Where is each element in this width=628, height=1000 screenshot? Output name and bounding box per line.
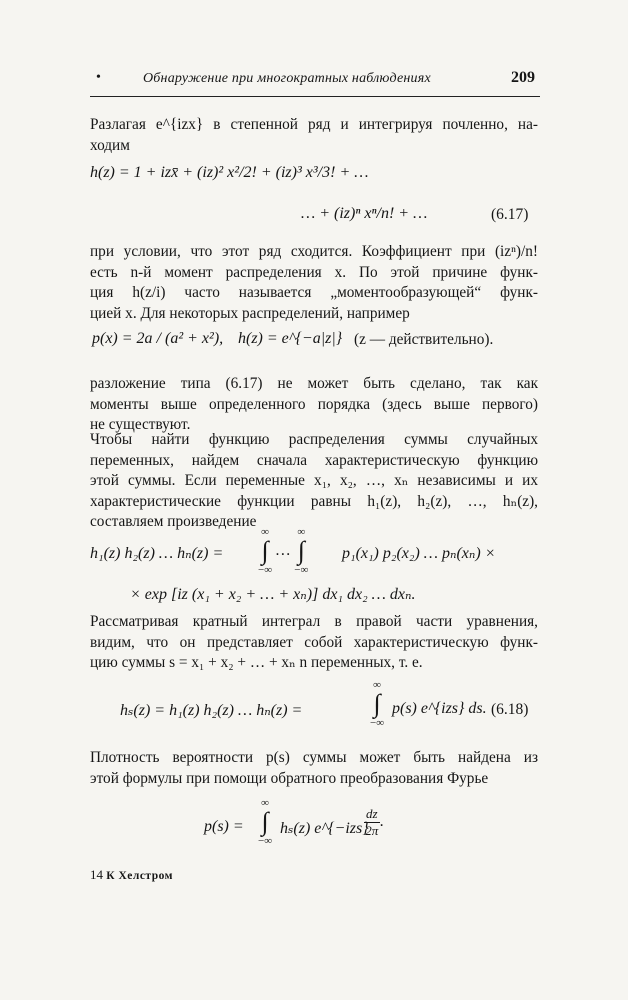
text-line: этой формулы при помощи обратного преобразования Фурье [90, 769, 489, 787]
text-line: Рассматривая кратный интеграл в правой части уравнения, [90, 613, 538, 630]
integral-upper-limit: ∞ [373, 679, 381, 691]
text-line: разложение типа (6.17) не может быть сделано, так как [90, 375, 538, 392]
text-line: моменты выше определенного порядка (здесь выше первого) [90, 395, 538, 413]
equation-note: (z — действительно). [354, 331, 494, 348]
text-line: Разлагая e^{izx} в степенной ряд и интегрируя почленно, на- [90, 116, 538, 133]
equation-617-line1: h(z) = 1 + izx̄ + (iz)² x²/2! + (iz)³ x³/3! + … [90, 164, 369, 181]
text-line: цию суммы s = x₁ + x₂ + … + xₙ n переменных, т. е. [90, 654, 423, 671]
equation-product-left: h₁(z) h₂(z) … hₙ(z) = [90, 545, 224, 562]
text-line: не существуют. [90, 416, 191, 433]
paragraph-6 [90, 748, 538, 789]
running-head-title: Обнаружение при многократных наблюдениях [143, 71, 431, 86]
integral-sign-icon: ∫ [373, 689, 381, 718]
integral-upper-limit: ∞ [261, 526, 269, 538]
signature-author: К Хелстром [106, 870, 173, 882]
footer-signature [90, 867, 173, 883]
text-line: Чтобы найти функцию распределения суммы случайных [90, 431, 538, 448]
text-line: при условии, что этот ряд сходится. Коэффициент при (izⁿ)/n! [90, 243, 538, 260]
integral-upper-limit: ∞ [261, 797, 269, 809]
integral-lower-limit: −∞ [258, 835, 273, 847]
equation-cauchy-density: p(x) = 2a / (a² + x²), [92, 330, 224, 347]
fraction-denominator: 2π [365, 823, 379, 838]
integral-3 [258, 796, 272, 848]
integral-lower-limit: −∞ [370, 717, 385, 729]
equation-product-exp: × exp [iz (x₁ + x₂ + … + xₙ)] dx₁ dx₂ … dxₙ. [130, 586, 416, 603]
text-line: этой суммы. Если переменные x₁, x₂, …, xₙ независимы и их [90, 472, 538, 489]
equation-cauchy-charfunc: h(z) = e^{−a|z|} [238, 330, 343, 347]
text-line: переменных, найдем сначала характеристическую функцию [90, 451, 538, 469]
integral-upper-limit: ∞ [297, 526, 306, 538]
text-line: ходим [90, 136, 130, 154]
header-rule [90, 96, 540, 97]
equation-number-618: (6.18) [491, 701, 529, 718]
equation-617-line2: … + (iz)ⁿ xⁿ/n! + … [301, 205, 428, 222]
page-number: 209 [511, 69, 535, 86]
integral-sign-icon: ∫ [261, 807, 269, 836]
text-line: есть n-й момент распределения x. По этой причине функ- [90, 263, 538, 281]
header-mark: • [96, 70, 101, 85]
equation-inverse-fraction: $\frac{dz}{2\pi}$ . [365, 806, 384, 838]
signature-number: 14 [90, 867, 103, 882]
paragraph-4 [90, 430, 538, 533]
fraction-numerator: dz [366, 806, 378, 821]
integral-sign-icon: ∫ [297, 536, 305, 565]
equation-618-integrand: p(s) e^{izs} ds. [392, 700, 487, 717]
equation-618-left: hₛ(z) = h₁(z) h₂(z) … hₙ(z) = [120, 702, 303, 719]
integral-sign-icon: ∫ [261, 536, 269, 565]
text-line: цией x. Для некоторых распределений, например [90, 304, 410, 322]
text-line: составляем произведение [90, 513, 257, 530]
integral-1: ∞ ∫ −∞ … ∞ ∫ −∞ [258, 526, 309, 576]
equation-number-617: (6.17) [491, 206, 529, 223]
equation-inverse-left: p(s) = [204, 818, 244, 835]
paragraph-2 [90, 242, 538, 324]
paragraph-3 [90, 374, 538, 436]
integral-lower-limit: −∞ [294, 564, 309, 576]
integral-2 [370, 678, 384, 730]
paragraph-5 [90, 612, 538, 674]
text-line: ция h(z/i) часто называется „моментообразующей“ функ- [90, 284, 538, 301]
text-line: видим, что он представляет собой характеристическую функ- [90, 633, 538, 651]
integral-lower-limit: −∞ [258, 564, 273, 576]
text-line: Плотность вероятности p(s) суммы может быть найдена из [90, 749, 538, 766]
paragraph-1 [90, 115, 538, 156]
equation-product-integrand: p₁(x₁) p₂(x₂) … pₙ(xₙ) × [342, 545, 496, 562]
equation-inverse-integrand: hₛ(z) e^{−izs} [280, 820, 369, 837]
text-line: характеристические функции равны h₁(z), h₂(z), …, hₙ(z), [90, 492, 538, 510]
